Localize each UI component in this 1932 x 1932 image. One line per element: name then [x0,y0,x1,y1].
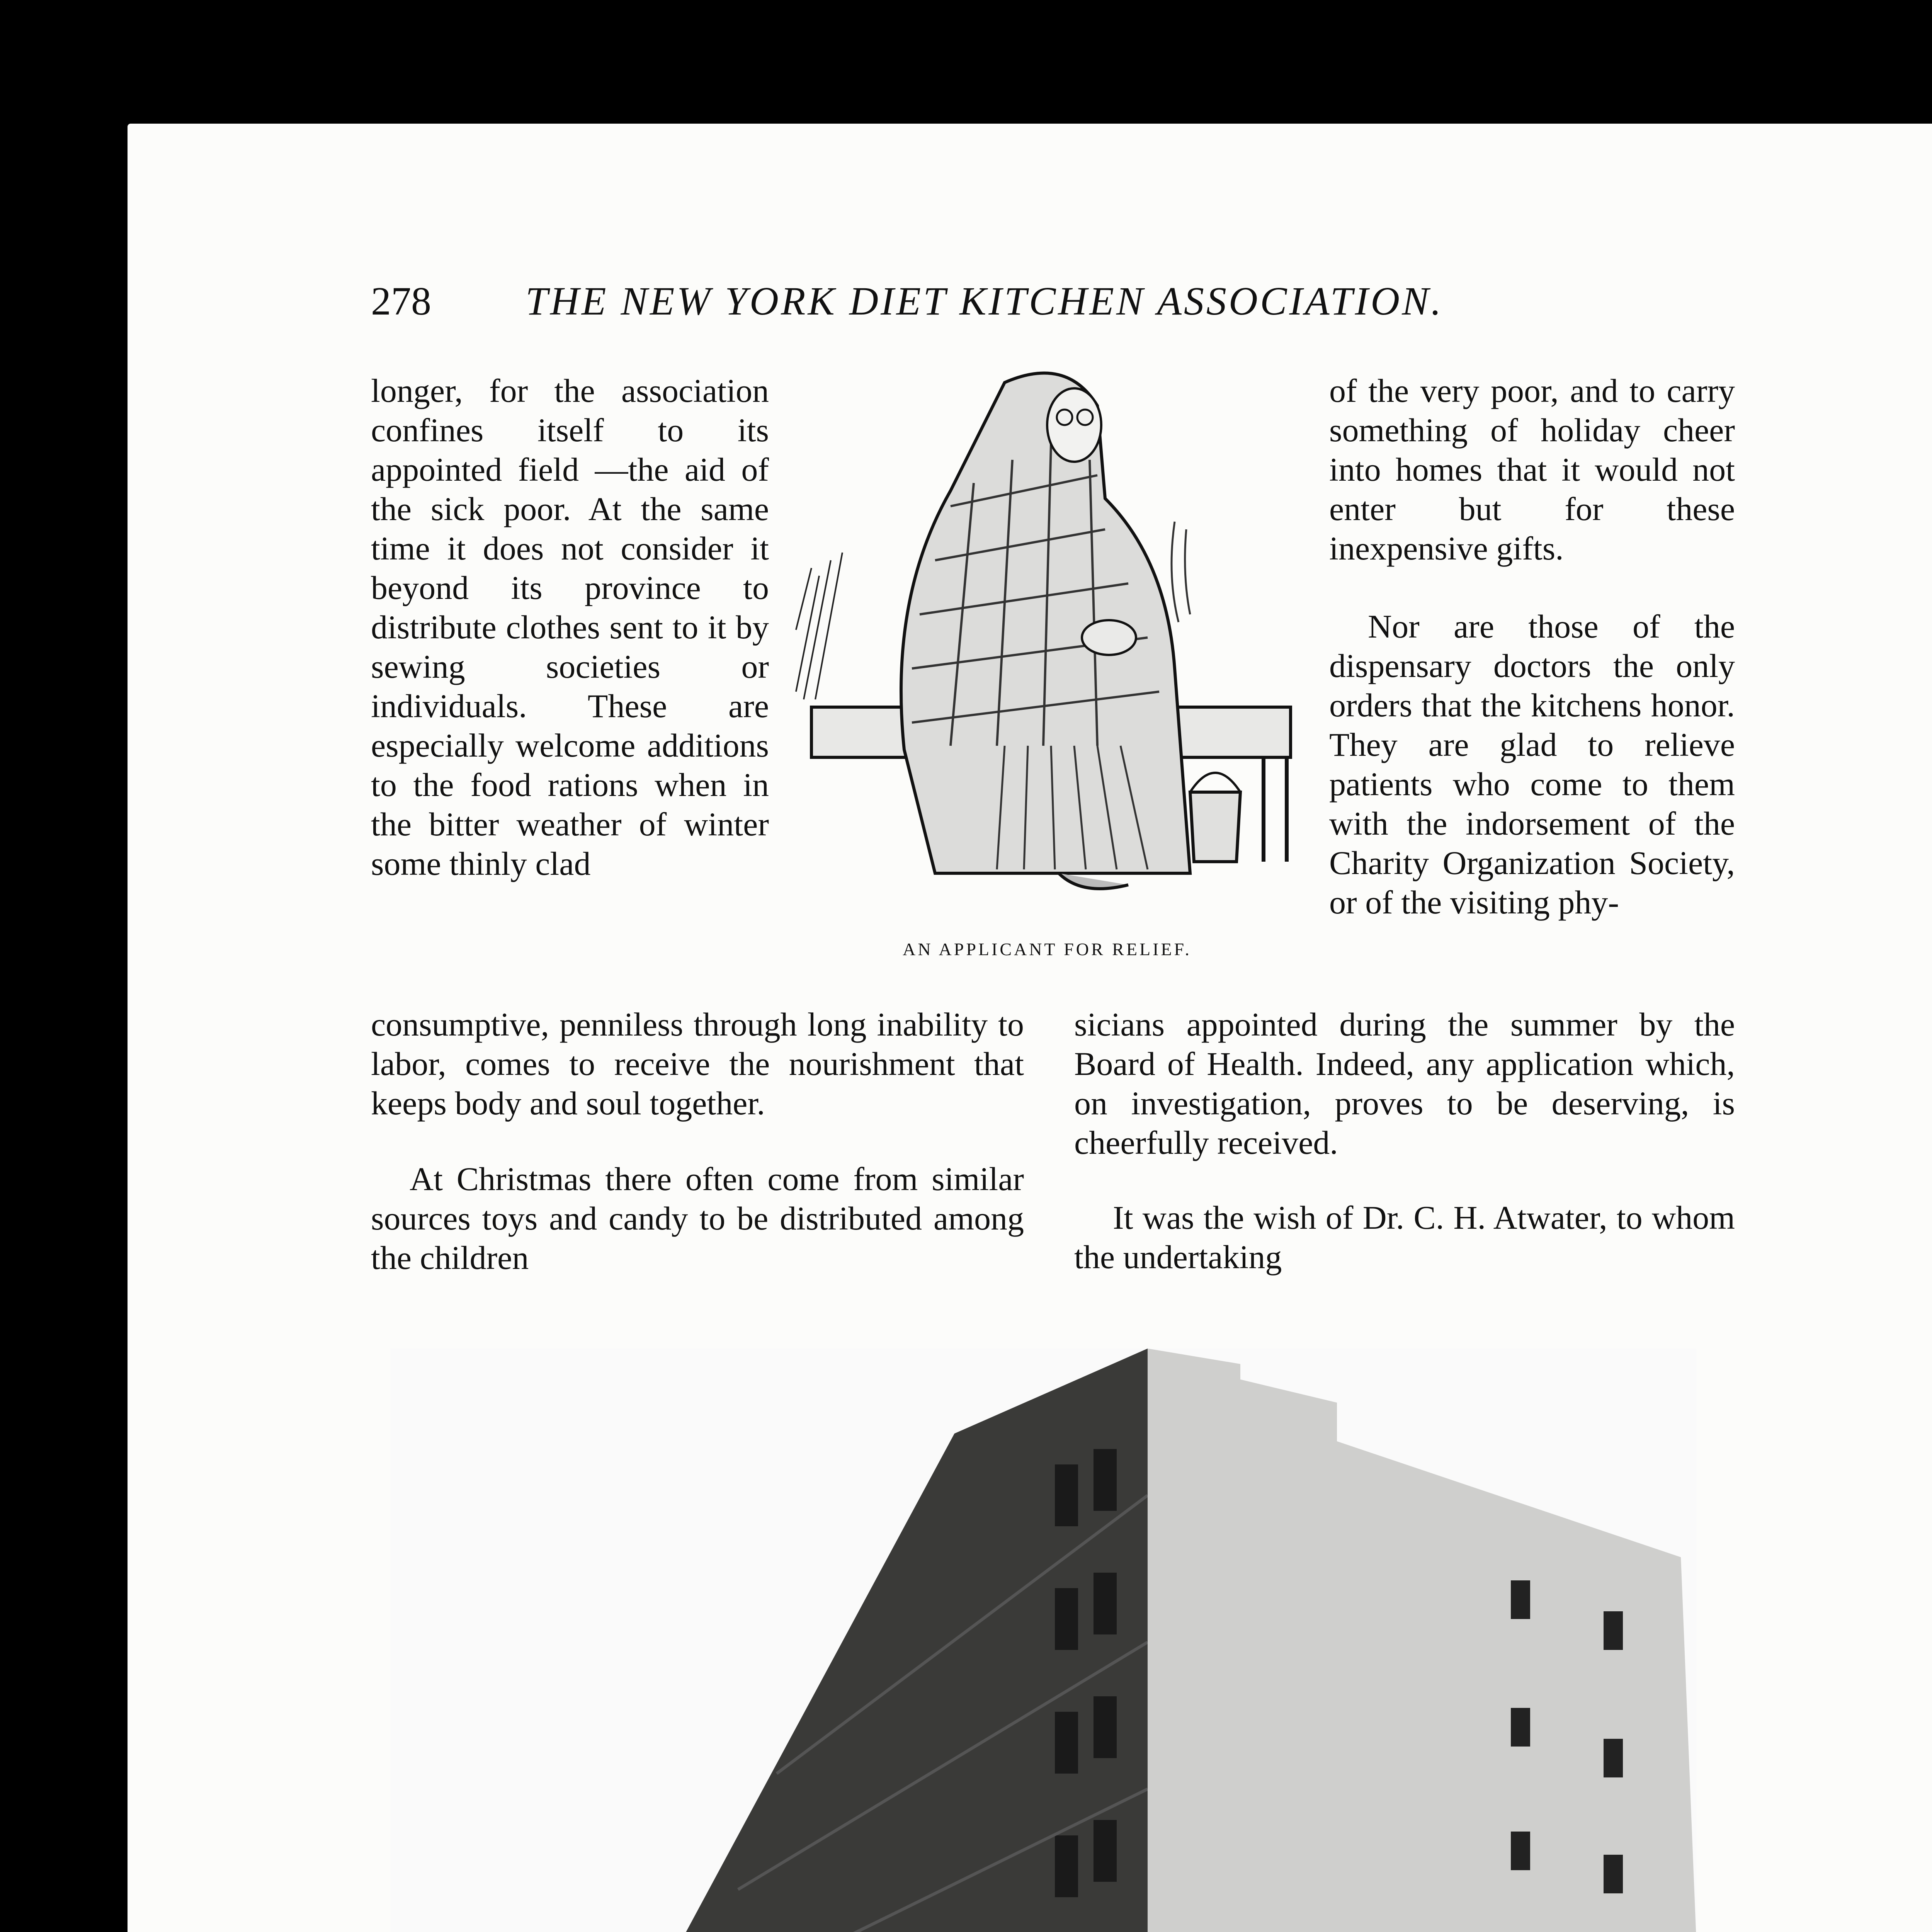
left-column-continued: consumptive, penniless through long inability to labor, comes to receive the nourishment that keeps body and soul together. [371,1006,1024,1122]
right-column-text: of the very poor, and to carry something of holiday cheer into homes that it would not enter but for these inexpensive gifts. [1329,372,1735,567]
running-header [371,278,1607,332]
page-number: 278 [371,279,431,323]
left-column-text: longer, for the association confines itself to its appointed field —the aid of the sick poor. At the same time it does not consider it beyond its province to distribute clothes sent to it by sewing societies or individuals. These are especially welcome additions to the food rations when in the bitter weather of winter some thinly clad [371,372,769,882]
running-title: THE NEW YORK DIET KITCHEN ASSOCIATION. [526,279,1444,323]
right-column-continued: sicians appointed during the summer by the Board of Health. Indeed, any application which, on investigation, proves to be deserving, is cheerfully received. [1074,1006,1735,1161]
right-paragraph-dispensary: Nor are those of the dispensary doctors the only orders that the kitchens honor. They are glad to relieve patients who come to them with the indorsement of the Charity Organization Society, or of the visiting phy- [1329,608,1735,921]
street-photograph [390,1349,1696,1932]
left-paragraph-christmas: At Christmas there often come from similar sources toys and candy to be distributed among the children [371,1160,1024,1276]
applicant-illustration [788,359,1306,939]
figure-caption-applicant: AN APPLICANT FOR RELIEF. [903,939,1192,959]
right-paragraph-atwater: It was the wish of Dr. C. H. Atwater, to whom the undertaking [1074,1199,1735,1276]
